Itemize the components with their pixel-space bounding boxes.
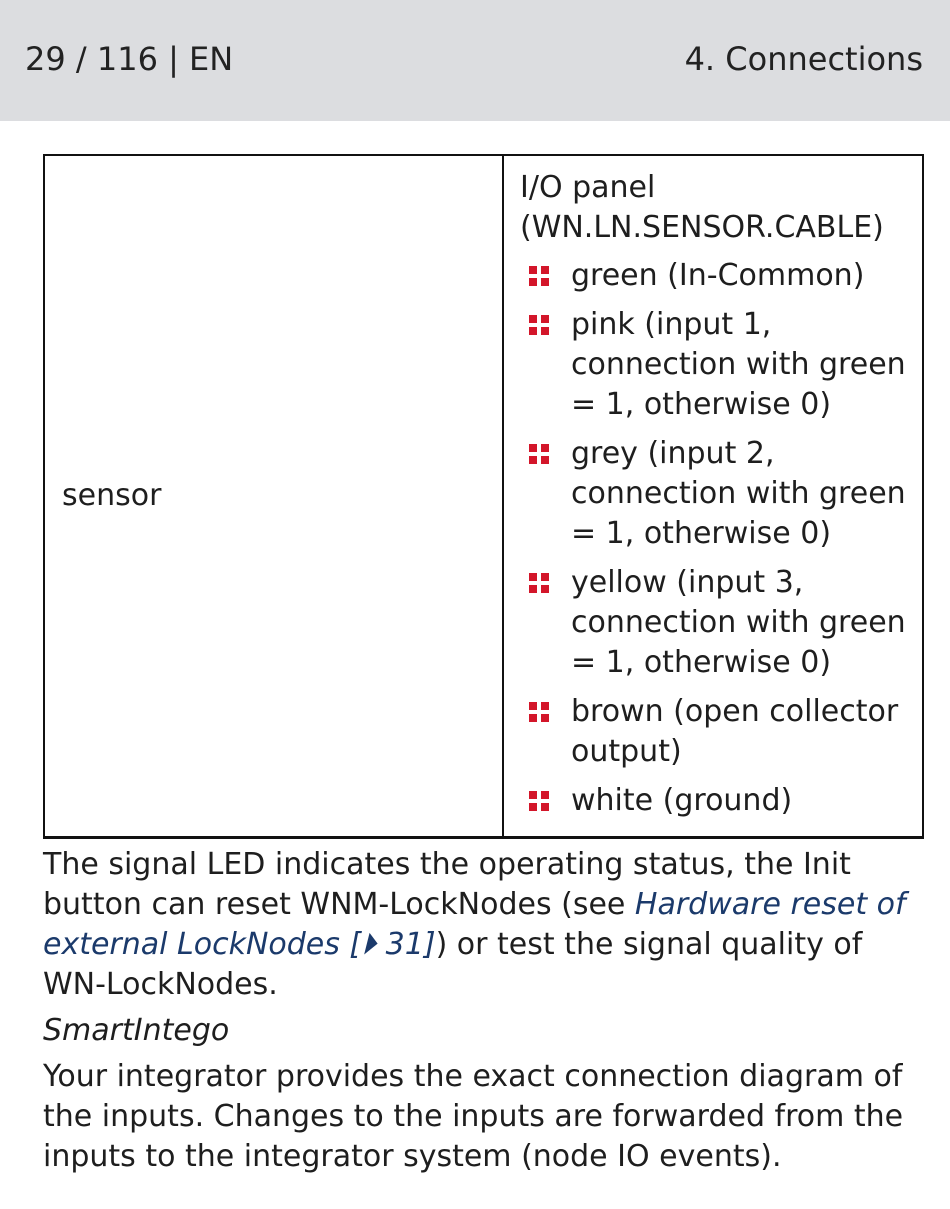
list-item: [520, 563, 916, 683]
wire-label: pink (input 1, connection with green = 1, otherwise 0): [571, 307, 906, 422]
wire-label: brown (open collector output): [571, 694, 899, 769]
list-item: [520, 692, 916, 772]
red-grid-bullet-icon: [529, 315, 549, 335]
status-paragraph: [43, 845, 927, 1005]
list-item: [520, 434, 916, 554]
connection-name: sensor: [62, 478, 162, 513]
wire-label: white (ground): [571, 783, 793, 818]
page-number: 29 / 116 | EN: [25, 40, 234, 78]
wire-label: grey (input 2, connection with green = 1, otherwise 0): [571, 436, 906, 551]
wire-label: yellow (input 3, connection with green = 1, otherwise 0): [571, 565, 906, 680]
red-grid-bullet-icon: [529, 266, 549, 286]
list-item: [520, 305, 916, 425]
paragraph-text: The signal LED indicates the operating status, the Init button can reset WNM-LockNodes (see: [43, 847, 851, 922]
integrator-paragraph: Your integrator provides the exact connection diagram of the inputs. Changes to the inputs are forwarded from the inputs to the integrator system (node IO events).: [43, 1059, 904, 1174]
connection-description-cell: [503, 155, 923, 838]
link-text: Hardware reset of external LockNodes [: [43, 887, 906, 962]
section-heading: SmartIntego: [43, 1013, 230, 1048]
connection-table: [43, 154, 924, 839]
connection-name-cell: [44, 155, 503, 838]
red-grid-bullet-icon: [529, 791, 549, 811]
panel-code: (WN.LN.SENSOR.CABLE): [520, 210, 884, 245]
table-row: [44, 155, 923, 838]
list-item: [520, 256, 916, 296]
red-grid-bullet-icon: [529, 444, 549, 464]
link-page: 31]: [376, 927, 436, 962]
section-title: 4. Connections: [684, 40, 923, 78]
wire-label: green (In-Common): [571, 258, 865, 293]
page-header: [0, 0, 950, 121]
red-grid-bullet-icon: [529, 702, 549, 722]
wire-list: [520, 256, 916, 821]
panel-title: I/O panel: [520, 170, 656, 205]
play-arrow-icon: ⏵: [361, 927, 377, 962]
paragraph-text: ) or test the signal quality of WN-LockNodes.: [43, 927, 863, 1002]
red-grid-bullet-icon: [529, 573, 549, 593]
list-item: [520, 781, 916, 821]
